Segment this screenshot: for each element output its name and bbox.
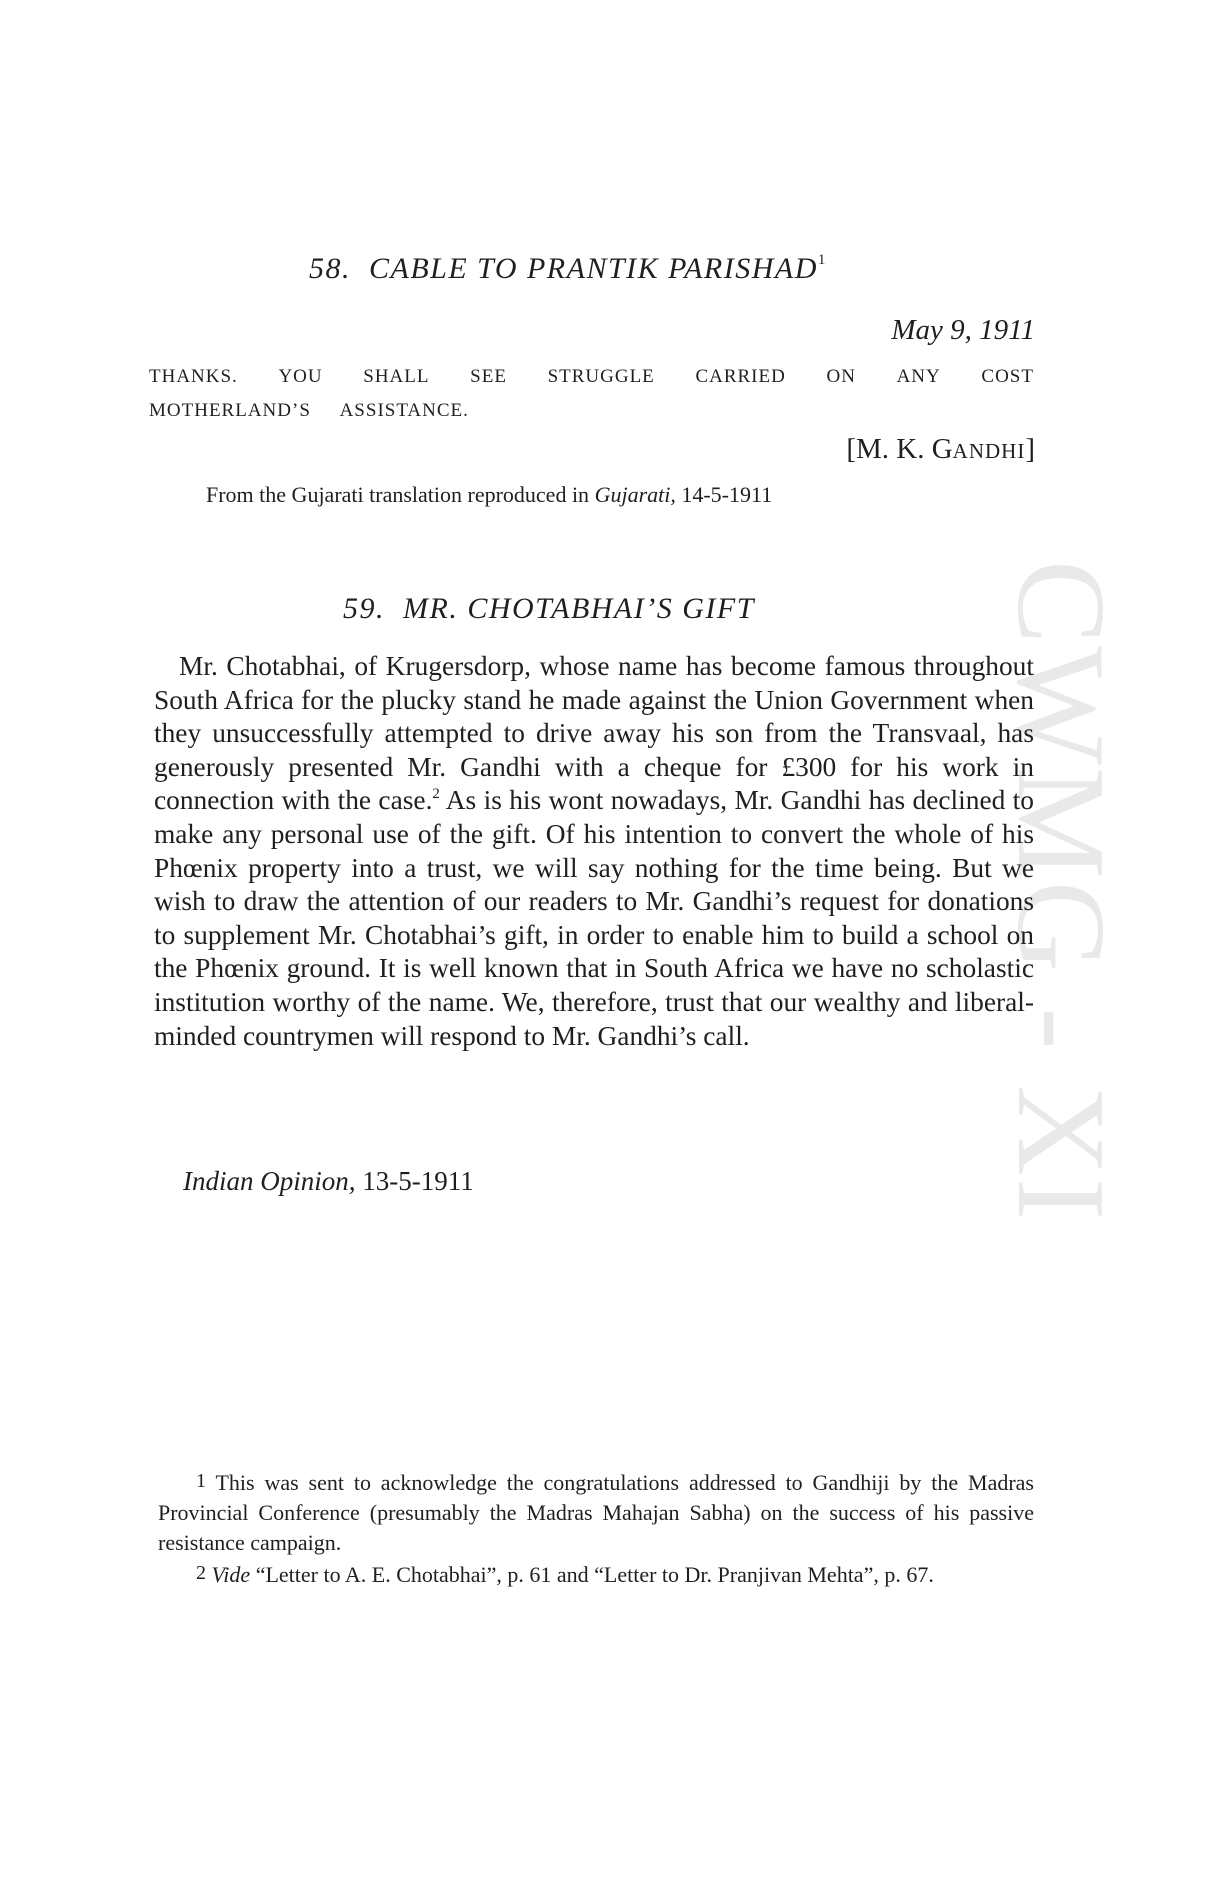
section-58-number: 58.: [309, 252, 351, 285]
article-body: [154, 650, 1034, 1053]
footnote-ref-1: 1: [817, 252, 826, 268]
signature-close: ]: [1025, 433, 1035, 465]
source-line: [206, 482, 772, 508]
section-59-heading: MR. CHOTABHAI’S GIFT: [403, 592, 755, 625]
footnote-2-vide: Vide: [211, 1562, 251, 1587]
citation-publication: Indian Opinion,: [183, 1166, 356, 1196]
footnote-1-text: This was sent to acknowledge the congratulations addressed to Gandhiji by the Madras Provincial Conference (presumably the Madras Mahajan Sabha) on the success of his passive resistance campaign.: [158, 1470, 1034, 1555]
footnote-2: [158, 1558, 1034, 1590]
section-58-title: [309, 252, 825, 286]
cable-word: STRUGGLE: [547, 366, 655, 387]
footnote-2-mark: 2: [196, 1562, 206, 1584]
footnote-2-text: “Letter to A. E. Chotabhai”, p. 61 and “Letter to Dr. Pranjivan Mehta”, p. 67.: [255, 1562, 934, 1587]
citation-date: 13-5-1911: [355, 1166, 474, 1196]
section-59-title: [343, 592, 755, 626]
signature-open: [M. K. G: [846, 433, 953, 465]
citation: [183, 1166, 474, 1197]
cable-word: ANY: [896, 366, 941, 387]
watermark-text: CWMG - XI: [991, 560, 1130, 1222]
signature-smallcaps: ANDHI: [952, 439, 1026, 463]
cable-word: COST: [981, 366, 1034, 387]
section-59-number: 59.: [343, 592, 385, 625]
source-publication: Gujarati,: [594, 482, 676, 507]
signature: [846, 433, 1035, 466]
cable-word: CARRIED: [695, 366, 786, 387]
cable-word: YOU: [278, 366, 323, 387]
cable-text-line-1: [149, 366, 1034, 388]
paragraph-part-2: As is his wont nowadays, Mr. Gandhi has declined to make any personal use of the gift. Of his intention to convert the whole of his Phœnix property into a trust, we will say nothing for the time being. But we wish to draw the attention of our readers to Mr. Gandhi’s request for donations to supplement Mr. Chotabhai’s gift, in order to enable him to build a school on the Phœnix ground. It is well known that in South Africa we have no scholastic institution worthy of the name. We, therefore, trust that our wealthy and liberal-minded countrymen will respond to Mr. Gandhi’s call.: [154, 785, 1034, 1051]
cable-word: THANKS.: [149, 366, 238, 387]
section-58-heading: CABLE TO PRANTIK PARISHAD: [369, 252, 818, 285]
source-date: 14-5-1911: [675, 482, 773, 507]
footnote-ref-2: 2: [432, 786, 440, 803]
source-text: From the Gujarati translation reproduced in: [206, 482, 595, 507]
cable-text-line-2: MOTHERLAND’S ASSISTANCE.: [149, 400, 469, 421]
cable-word: SHALL: [363, 366, 430, 387]
cable-word: SEE: [470, 366, 507, 387]
cable-word: ON: [826, 366, 856, 387]
footnotes: [158, 1466, 1034, 1590]
footnote-1-mark: 1: [196, 1470, 206, 1492]
article-paragraph: [154, 650, 1034, 1053]
paragraph-part-1: Mr. Chotabhai, of Krugersdorp, whose name has become famous throughout South Africa for the plucky stand he made against the Union Government when they unsuccessfully attempted to drive away his son from the Transvaal, has generously presented Mr. Gandhi with a cheque for £300 for his work in connection with the case.: [154, 651, 1034, 816]
footnote-1: [158, 1466, 1034, 1558]
cable-date: May 9, 1911: [891, 314, 1035, 346]
